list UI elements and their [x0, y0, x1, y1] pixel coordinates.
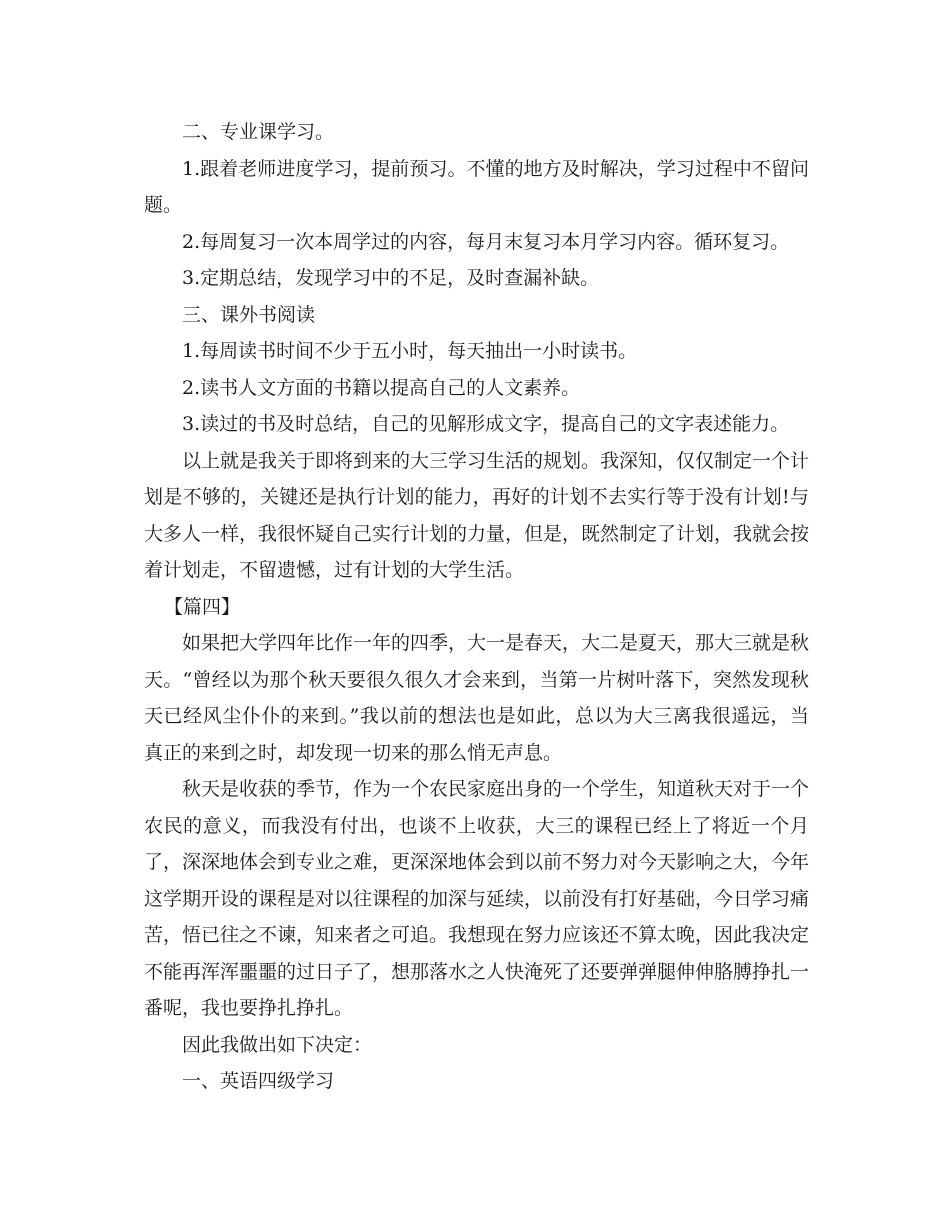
conclusion-paragraph: 以上就是我关于即将到来的大三学习生活的规划。我深知，仅仅制定一个计划是不够的，关键还是执行计划的能力，再好的计划不去实行等于没有计划!与大多人一样，我很怀疑自己实行计划的力量，但是，既然制定了计划，我就会按着计划走，不留遗憾，过有计划的大学生活。: [144, 449, 810, 581]
list-item: 2.读书人文方面的书籍以提高自己的人文素养。: [182, 376, 581, 399]
body-paragraph: 秋天是收获的季节，作为一个农民家庭出身的一个学生，知道秋天对于一个农民的意义，而我没有付出，也谈不上收获，大三的课程已经上了将近一个月了，深深地体会到专业之难，更深深地体会到以前不努力对今天影响之大，今年这学期开设的课程是对以往课程的加深与延续，以前没有打好基础，今日学习痛苦，悟已往之不谏，知来者之可追。我想现在努力应该还不算太晚，因此我决定不能再浑浑噩噩的过日子了，想那落水之人快淹死了还要弹弹腿伸伸胳膊挣扎一番呢，我也要挣扎挣扎。: [144, 778, 810, 1019]
list-item: 1.每周读书时间不少于五小时，每天抽出一小时读书。: [182, 340, 638, 362]
section-heading-professional-study: 二、专业课学习。: [182, 121, 335, 143]
body-paragraph: 如果把大学四年比作一年的四季，大一是春天，大二是夏天，那大三就是秋天。“曾经以为那个秋天要很久很久才会来到，当第一片树叶落下，突然发现秋天已经风尘仆仆的来到。”我以前的想法也是如此，总以为大三离我很遥远，当真正的来到之时，却发现一切来的那么悄无声息。: [144, 632, 810, 764]
section-heading-extracurricular-reading: 三、课外书阅读: [182, 303, 316, 326]
list-item: 2.每周复习一次本周学过的内容，每月末复习本月学习内容。循环复习。: [182, 230, 790, 253]
section-heading-english-cet4: 一、英语四级学习: [182, 1070, 335, 1092]
list-item: 3.定期总结，发现学习中的不足，及时查漏补缺。: [182, 267, 600, 289]
document-body: [144, 114, 809, 1100]
body-paragraph: 因此我做出如下决定：: [182, 1033, 373, 1056]
part-four-tag: 【篇四】: [164, 595, 241, 618]
list-item: 1.跟着老师进度学习，提前预习。不懂的地方及时解决，学习过程中不留问题。: [144, 157, 809, 216]
list-item: 3.读过的书及时总结，自己的见解形成文字，提高自己的文字表述能力。: [182, 413, 790, 435]
